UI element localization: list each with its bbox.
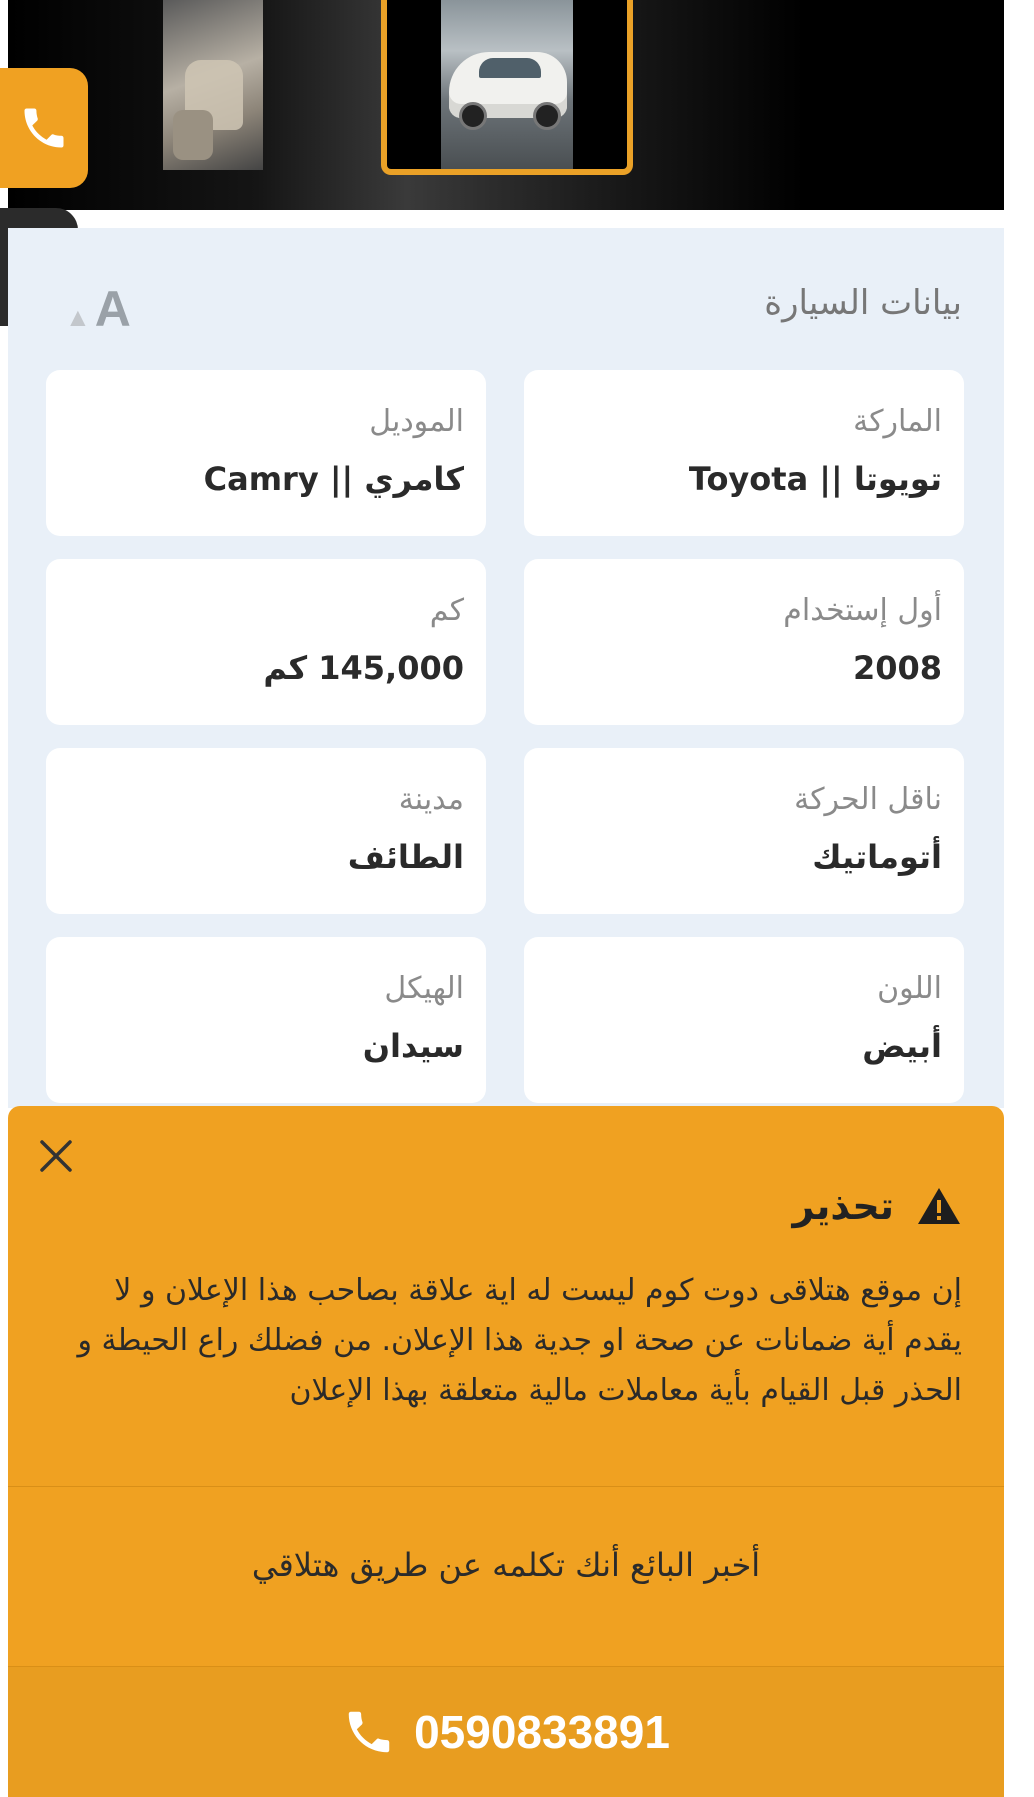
field-label: اللون	[877, 971, 942, 1006]
close-button[interactable]	[28, 1128, 84, 1184]
field-label: مدينة	[398, 782, 464, 817]
first-use-card	[524, 559, 964, 725]
phone-icon	[18, 102, 70, 154]
field-value: تويوتا || Toyota	[688, 460, 942, 498]
field-value: الطائف	[347, 838, 464, 876]
warning-header	[792, 1184, 962, 1228]
color-card	[524, 937, 964, 1103]
photo-gallery	[8, 0, 1004, 210]
field-value: أتوماتيك	[812, 838, 942, 876]
body-card	[46, 937, 486, 1103]
font-size-toggle[interactable]: ▲A	[65, 281, 131, 337]
field-value: كامري || Camry	[203, 460, 464, 498]
field-value: أبيض	[862, 1027, 942, 1065]
car-details-panel	[8, 228, 1004, 1108]
transmission-card	[524, 748, 964, 914]
section-title: بيانات السيارة	[764, 283, 962, 323]
warning-message: إن موقع هتلاقى دوت كوم ليست له اية علاقة بصاحب هذا الإعلان و لا يقدم أية ضمانات عن صحة او جدية هذا الإعلان. من فضلك راع الحيطة و الحذر قبل القيام بأية معاملات مالية متعلقة بهذا الإعلان	[77, 1273, 962, 1408]
km-card	[46, 559, 486, 725]
field-label: الهيكل	[384, 971, 464, 1006]
small-a-icon: ▲	[65, 302, 91, 332]
brand-card	[524, 370, 964, 536]
field-value: سيدان	[362, 1027, 464, 1065]
seller-tip: أخبر البائع أنك تكلمه عن طريق هتلاقي	[251, 1546, 761, 1584]
warning-sheet	[8, 1106, 1004, 1796]
seller-phone-number: 0590833891	[414, 1706, 670, 1758]
field-value: 2008	[852, 649, 942, 687]
field-label: ناقل الحركة	[794, 782, 942, 817]
field-label: الماركة	[853, 404, 942, 439]
phone-icon	[342, 1705, 396, 1759]
warning-title: تحذير	[792, 1184, 894, 1228]
call-button[interactable]	[0, 68, 88, 188]
model-card	[46, 370, 486, 536]
city-card	[46, 748, 486, 914]
field-value: 145,000 كم	[263, 649, 464, 687]
white-camry-thumbnail[interactable]	[381, 0, 633, 175]
close-icon	[38, 1138, 74, 1174]
field-label: كم	[429, 593, 464, 628]
divider	[8, 1486, 1004, 1487]
car-interior-thumbnail[interactable]	[163, 0, 263, 170]
field-label: الموديل	[369, 404, 464, 439]
call-seller-button[interactable]	[8, 1666, 1004, 1797]
field-label: أول إستخدام	[783, 593, 942, 628]
warning-icon	[916, 1186, 962, 1226]
